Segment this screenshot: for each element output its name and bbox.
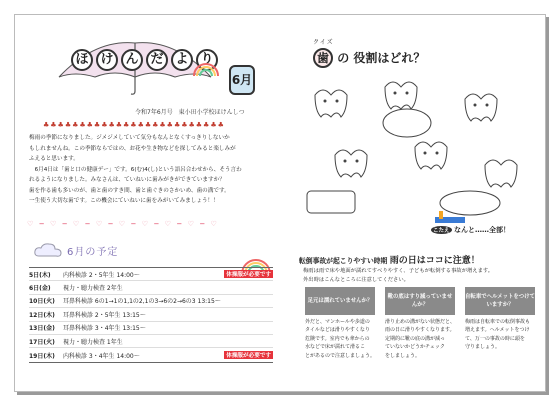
schedule-heading: 6月の予定 xyxy=(67,247,119,258)
rainbow-icon xyxy=(193,63,219,77)
notice-heading-main: 雨の日はココに注意！ xyxy=(389,256,480,266)
notice-answer xyxy=(385,318,455,360)
schedule-date: 12日(木) xyxy=(29,311,55,319)
notice-intro-line: 外出時はこんなところに注意してください。 xyxy=(303,276,409,283)
notice-column xyxy=(385,287,455,360)
notice-column xyxy=(305,287,375,360)
notice-question: 足元は濡れていませんか？ xyxy=(305,287,375,315)
notice-intro xyxy=(303,267,533,284)
schedule-row xyxy=(29,295,273,308)
notice-answer-line: をしましょう。 xyxy=(385,352,421,359)
notice-question: 靴の底はすり減っていませんか？ xyxy=(385,287,455,315)
schedule-note-badge: 体操服が必要です xyxy=(226,353,271,360)
intro-line: 梅雨の季節になりました。ジメジメしていて気分もなんとなくすっきりしないか xyxy=(29,135,230,141)
notice-answer-line: 危険です。室内でも傘からの xyxy=(305,335,370,342)
answer-label: こたえ xyxy=(433,228,450,234)
title-char: け xyxy=(96,49,118,71)
intro-line: ふえると思います。 xyxy=(29,156,79,162)
schedule-date: 6日(金) xyxy=(29,285,51,293)
notice-answer-line: ていないかどうかチェック xyxy=(385,344,445,351)
notice-answer-line: 守りましょう。 xyxy=(465,344,501,351)
title-char: ん xyxy=(121,49,143,71)
schedule-row xyxy=(29,308,273,321)
schedule-text: 耳鼻科検診 3・4年生 13:15～ xyxy=(63,325,146,333)
notice-column xyxy=(465,287,535,360)
notice-heading xyxy=(299,253,480,266)
intro-line: 一生使う大切な歯です。この機会にていねいに歯をみがいてみましょう！！ xyxy=(29,198,219,204)
schedule-date: 13日(金) xyxy=(29,325,55,333)
intro-line: 6月4日は「歯と口の健康デー」です。6(む)4(し)という語呂合わせから、そう言わ xyxy=(29,166,242,173)
quiz-title-mid: の xyxy=(337,51,350,65)
schedule-row xyxy=(29,348,273,361)
intro-line: れるようになりました。みなさんは、ていねいに歯みがきができていますか？ xyxy=(29,177,225,183)
notice-columns xyxy=(305,287,535,360)
schedule-row xyxy=(29,281,273,294)
title-char: り xyxy=(196,49,218,71)
notice-intro-line: 梅雨は雨で床や地面が濡れてすべりやすく、子どもが転倒する事故が増えます。 xyxy=(303,268,494,274)
notice-answer-line: 滑り止めの溝がない状態だと、 xyxy=(385,319,456,325)
schedule-row xyxy=(29,268,273,281)
tooth-illustrations-icon xyxy=(295,65,535,225)
schedule-date: 17日(火) xyxy=(29,338,55,346)
schedule-row xyxy=(29,335,273,348)
notice-answer-line: 定期的に靴の底の溝が減っ xyxy=(385,335,446,342)
notice-answer-line: とがあるので注意しましょう。 xyxy=(305,352,376,359)
quiz-title-suffix: 役割はどれ？ xyxy=(353,51,426,65)
schedule-text: 視力・聴力検査 1年生 xyxy=(63,338,123,346)
title-char: よ xyxy=(171,49,193,71)
schedule-date: 5日(木) xyxy=(29,271,51,279)
intro-text xyxy=(29,133,273,207)
quiz-tag: クイズ xyxy=(313,39,334,46)
schedule-text: 内科検診 3・4年生 14:00～ xyxy=(63,352,140,360)
right-page xyxy=(281,15,547,393)
answer-text: なんと……全部！ xyxy=(453,226,510,234)
notice-answer-line: 梅雨は自転車での転倒事故も xyxy=(465,319,531,325)
quiz-header xyxy=(313,37,425,68)
notice-answer-line: て、万一の事故の時に頭を xyxy=(465,335,525,342)
left-page xyxy=(15,15,281,393)
intro-line: 歯を作る歯も多いのが、歯と歯のすき間、歯と歯ぐきのさかいめ、歯の溝です。 xyxy=(29,187,230,194)
schedule-date: 19日(木) xyxy=(29,352,55,360)
notice-answer-line: 外だと、マンホールや歩道の xyxy=(305,319,370,325)
quiz-title-kanji: 歯 xyxy=(313,48,333,68)
title-char: ほ xyxy=(71,49,93,71)
newsletter-sheet xyxy=(14,14,546,392)
notice-answer xyxy=(305,318,375,360)
toothbrush-border-icon: ♡ ━ ♡ ━ ♡ ━ ♡ ━ ♡ ━ ♡ ━ ♡ ━ ♡ ━ ♡ xyxy=(27,220,219,228)
issuer-line: 令和7年6月号 東小田小学校ほけんしつ xyxy=(135,109,245,116)
notice-answer-line: 水などで床が濡れて滑るこ xyxy=(305,344,366,351)
schedule-table xyxy=(29,267,273,363)
schedule-note-badge: 体操服が必要です xyxy=(226,272,271,279)
schedule-row xyxy=(29,322,273,335)
notice-answer-line: 増えます。ヘルメットをつけ xyxy=(465,327,530,334)
intro-line: もしれませんね。この季節ならではの、お花や生き物などを探してみると楽しみが xyxy=(29,145,236,152)
cherry-border-icon: ♣♣♣♣♣♣♣♣♣♣♣♣♣♣♣♣♣♣♣♣♣♣♣♣♣ xyxy=(43,121,225,129)
schedule-text: 視力・聴力検査 2年生 xyxy=(63,285,123,293)
notice-heading-prefix: 転倒事故が起こりやすい時期 xyxy=(299,257,388,265)
notice-answer-line: 雨の日に滑りやすくなります。 xyxy=(385,327,455,334)
schedule-text: 耳鼻科検診 6の1→1の1,1の2,1の3→6の2→6の3 13:15～ xyxy=(63,298,221,306)
schedule-date: 10日(火) xyxy=(29,298,55,306)
notice-answer xyxy=(465,318,535,352)
schedule-text: 耳鼻科検診 2・5年生 13:15～ xyxy=(63,311,146,319)
cloud-icon xyxy=(33,241,63,259)
title-char: だ xyxy=(146,49,168,71)
masthead xyxy=(55,37,215,95)
notice-question: 自転車でヘルメットをつけていますか？ xyxy=(465,287,535,315)
schedule-text: 内科検診 2・5年生 14:00～ xyxy=(63,271,140,279)
month-badge: 6月 xyxy=(229,65,255,95)
notice-answer-line: タイルなどは滑りやすくなり xyxy=(305,327,370,334)
quiz-answer xyxy=(431,225,510,235)
